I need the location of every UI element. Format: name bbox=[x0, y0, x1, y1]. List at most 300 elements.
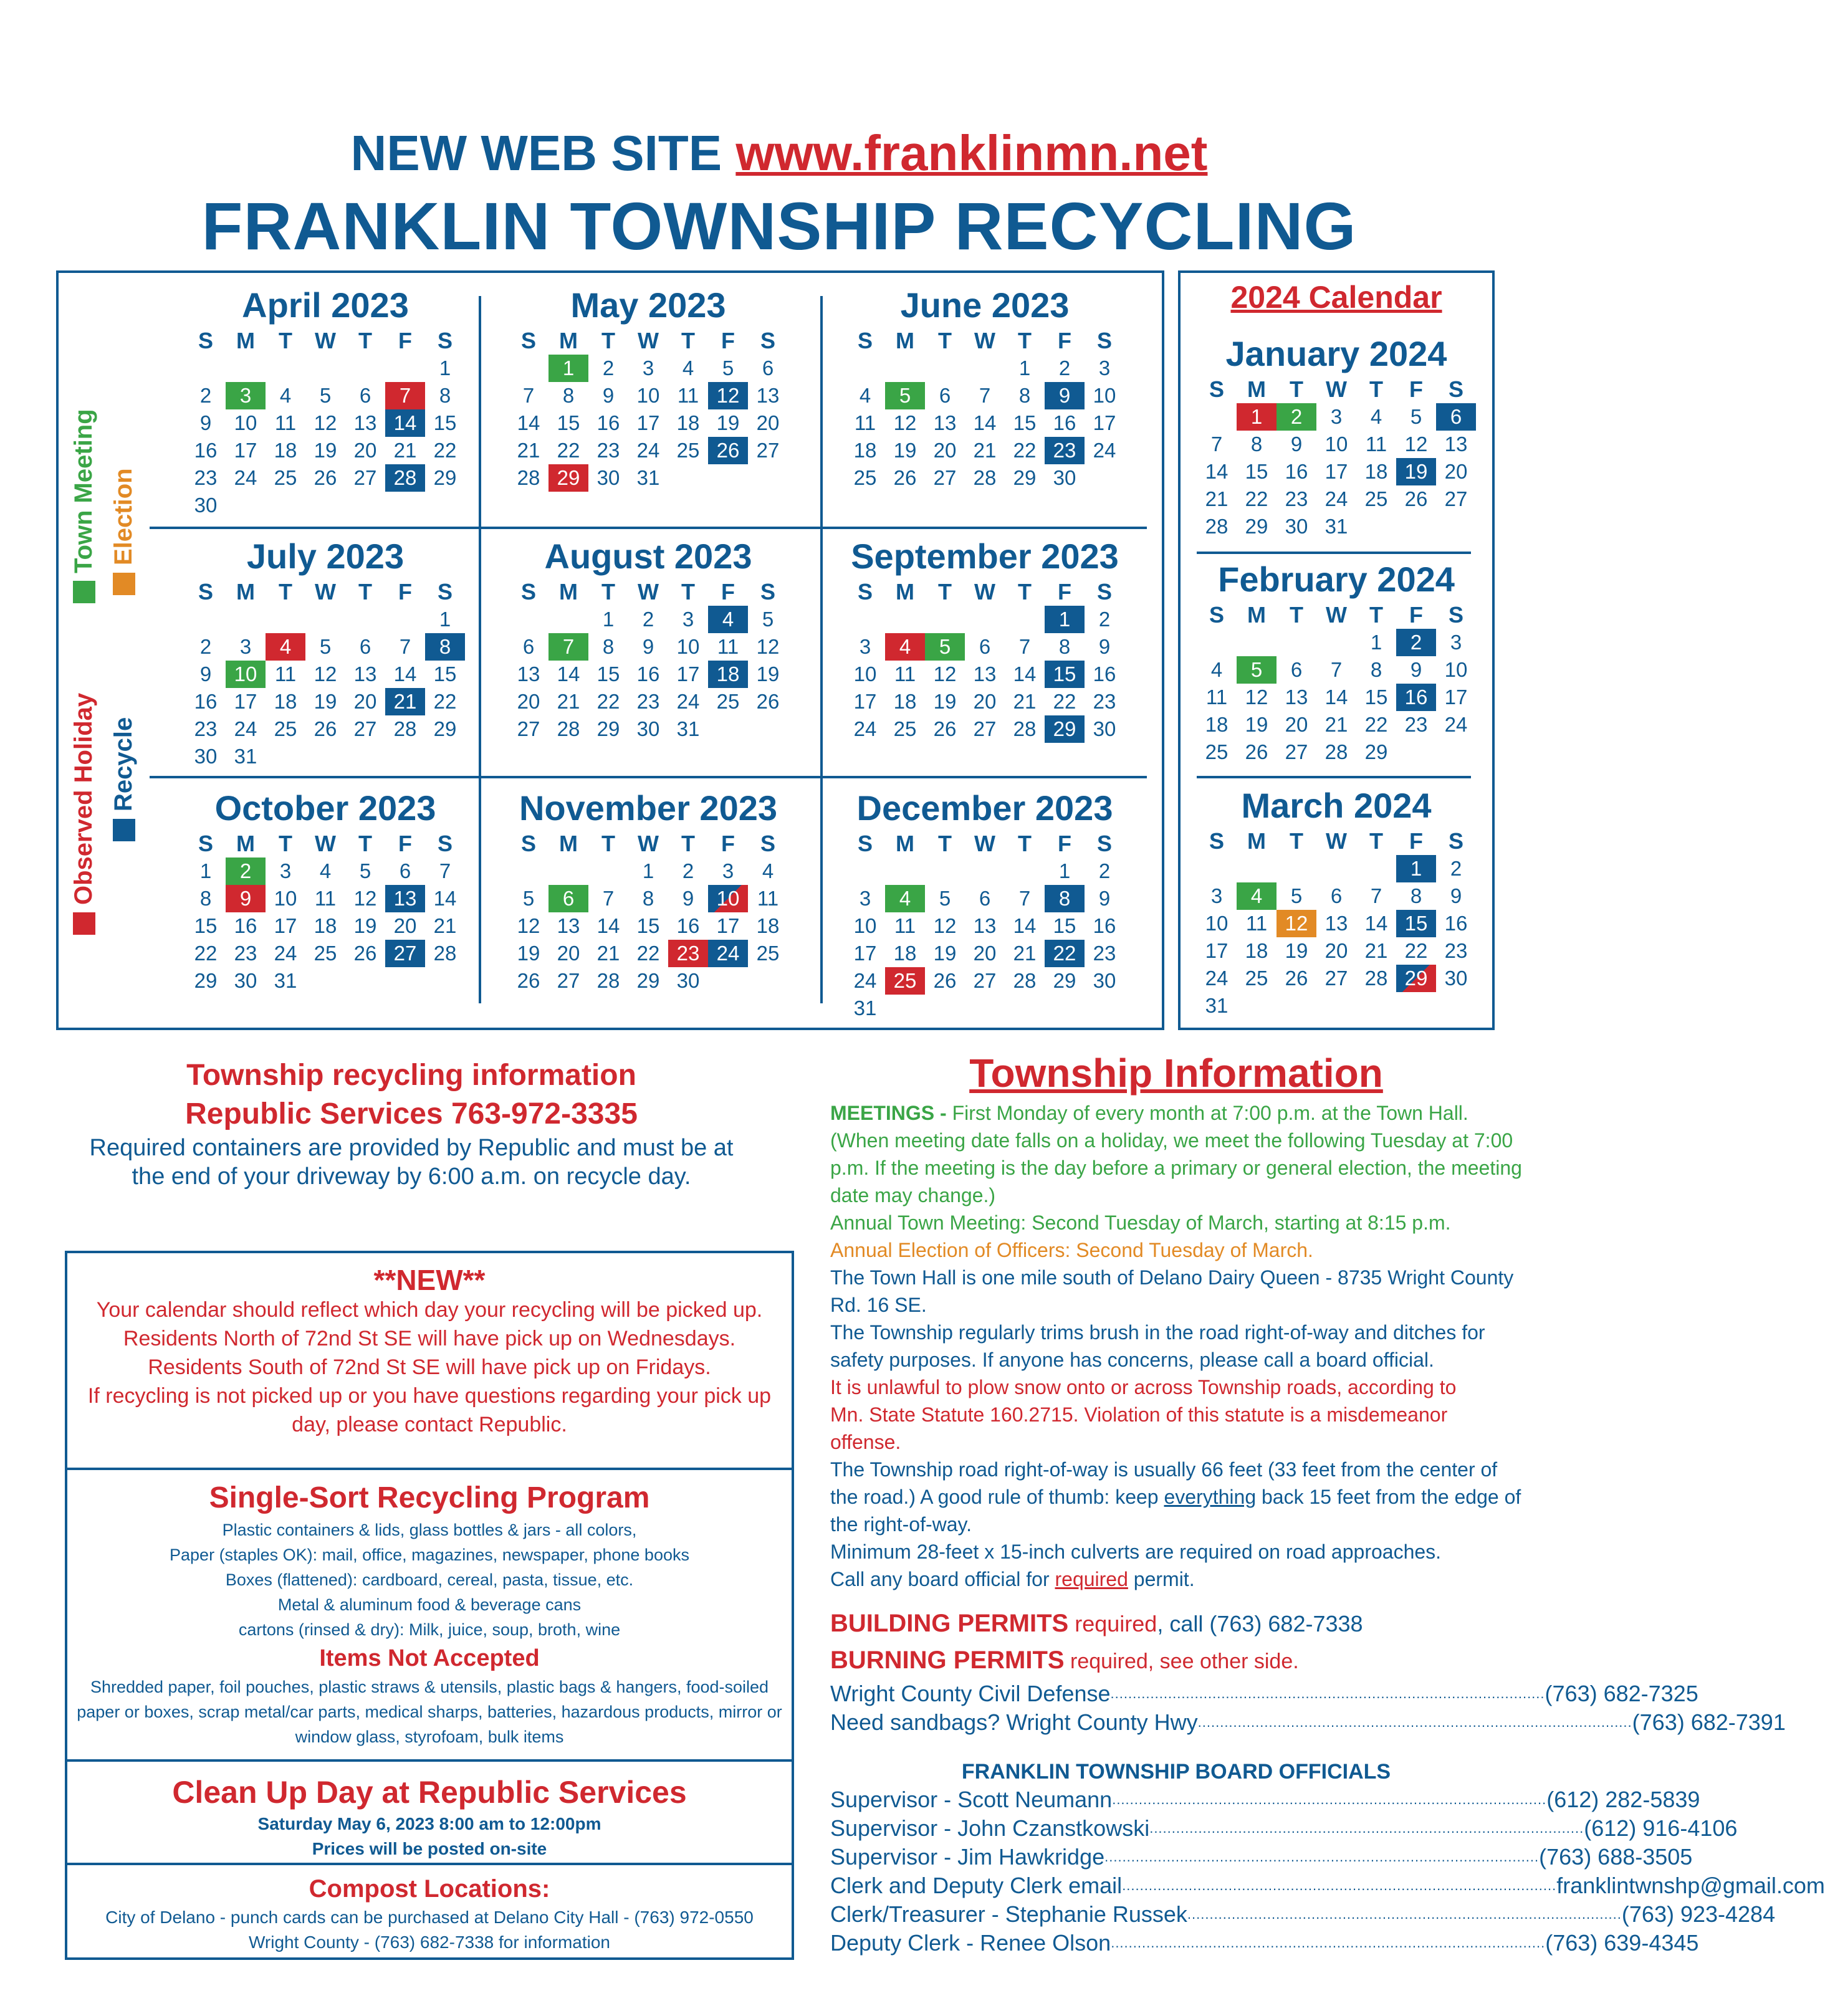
cleanup-date: Saturday May 6, 2023 8:00 am to 12:00pm bbox=[257, 1814, 601, 1833]
row-emphasis: everything bbox=[1164, 1486, 1257, 1508]
township-info bbox=[830, 1047, 1825, 1957]
calendar-day: 28 bbox=[1324, 740, 1348, 763]
calendar-day: 18 bbox=[756, 914, 780, 937]
month-title: July 2023 bbox=[246, 537, 405, 576]
official-phone: (612) 916-4106 bbox=[1584, 1815, 1738, 1841]
weekday-header: T bbox=[601, 831, 615, 856]
weekday-header: T bbox=[1018, 579, 1032, 604]
calendar-day: 9 bbox=[682, 887, 694, 910]
calendar-day: 24 bbox=[1093, 439, 1116, 462]
month-grid bbox=[509, 578, 788, 743]
calendar-day: 2 bbox=[199, 635, 212, 658]
calendar-day: 18 bbox=[893, 690, 917, 713]
calendar-empty bbox=[748, 464, 788, 492]
calendar-day: 23 bbox=[1444, 939, 1468, 962]
calendar-empty bbox=[385, 355, 425, 382]
calendar-day: 13 bbox=[933, 411, 957, 434]
calendar-day: 19 bbox=[933, 690, 957, 713]
calendar-day: 11 bbox=[757, 887, 779, 910]
weekday-header: M bbox=[236, 831, 255, 856]
month-grid bbox=[845, 830, 1124, 1022]
calendar-day: 21 bbox=[1013, 690, 1037, 713]
weekday-header: W bbox=[315, 328, 336, 353]
calendar-day: 11 bbox=[854, 411, 876, 434]
new-notice-line: Your calendar should reflect which day your recycling will be picked up. bbox=[96, 1298, 763, 1322]
calendar-day: 18 bbox=[1245, 939, 1268, 962]
weekday-header: W bbox=[638, 579, 659, 604]
weekday-header: S bbox=[857, 328, 873, 353]
legend-swatch bbox=[113, 819, 135, 841]
official-row bbox=[830, 1785, 1700, 1814]
weekday-header: W bbox=[1326, 376, 1347, 402]
calendar-day: 10 bbox=[1324, 432, 1348, 456]
calendar-day: 22 bbox=[433, 439, 457, 462]
single-sort-item: Paper (staples OK): mail, office, magazines, newspaper, phone books bbox=[170, 1545, 689, 1564]
calendar-day: 20 bbox=[933, 439, 957, 462]
calendar-day: 18 bbox=[1364, 460, 1388, 483]
calendar-empty bbox=[1237, 855, 1277, 882]
calendar-empty bbox=[345, 606, 385, 633]
right-of-way-info bbox=[830, 1456, 1522, 1538]
compost-line: City of Delano - punch cards can be purchased at Delano City Hall - (763) 972-0550 bbox=[105, 1908, 754, 1927]
legend-town-meeting bbox=[70, 409, 98, 603]
calendar-day: 10 bbox=[853, 662, 877, 686]
calendar-day: 27 bbox=[973, 717, 997, 740]
weekday-header: T bbox=[279, 831, 292, 856]
calendar-day: 27 bbox=[385, 940, 425, 967]
calendar-day: 1 bbox=[602, 608, 615, 631]
calendar-day: 14 bbox=[557, 662, 580, 686]
weekday-header: W bbox=[1326, 828, 1347, 854]
calendar-day: 17 bbox=[716, 914, 740, 937]
calendar-day: 31 bbox=[234, 745, 257, 768]
calendar-day: 22 bbox=[1404, 939, 1428, 962]
weekday-header: F bbox=[1409, 602, 1423, 628]
month-title: April 2023 bbox=[242, 285, 409, 325]
weekday-header: T bbox=[601, 328, 615, 353]
permit-required: required bbox=[1055, 1568, 1128, 1590]
calendar-empty bbox=[1436, 738, 1476, 766]
building-permits-required: required bbox=[1068, 1611, 1157, 1636]
permit-call-text: Call any board official for bbox=[830, 1568, 1055, 1590]
calendar-day: 28 bbox=[1013, 969, 1037, 992]
calendar-day: 25 bbox=[756, 942, 780, 965]
calendar-day: 31 bbox=[1324, 515, 1348, 538]
township-info-title: Township Information bbox=[969, 1051, 1383, 1096]
calendar-day: 7 bbox=[522, 384, 535, 407]
weekday-header: S bbox=[520, 831, 536, 856]
calendar-day: 22 bbox=[194, 942, 218, 965]
calendar-day: 6 bbox=[762, 356, 774, 380]
calendar-day: 28 bbox=[393, 717, 417, 740]
calendar-day: 1 bbox=[548, 355, 588, 382]
calendar-day: 13 bbox=[1444, 432, 1468, 456]
month-title: October 2023 bbox=[214, 788, 436, 828]
calendar-day: 23 bbox=[1045, 437, 1085, 464]
calendar-day: 7 bbox=[979, 384, 991, 407]
weekday-header: F bbox=[721, 328, 735, 353]
calendar-day: 12 bbox=[756, 635, 780, 658]
calendar-day: 16 bbox=[1093, 662, 1116, 686]
calendar-day: 8 bbox=[562, 384, 575, 407]
calendar-day: 30 bbox=[194, 494, 218, 517]
calendar-day: 21 bbox=[1205, 487, 1229, 510]
calendar-day: 14 bbox=[596, 914, 620, 937]
legend-swatch bbox=[73, 581, 95, 603]
month-grid bbox=[186, 578, 465, 770]
calendar-day: 15 bbox=[433, 411, 457, 434]
divider bbox=[150, 776, 1147, 778]
weekday-header: S bbox=[1096, 831, 1112, 856]
calendar-day: 5 bbox=[1410, 405, 1422, 428]
calendar-day: 2 bbox=[1098, 859, 1111, 882]
calendar-day: 27 bbox=[557, 969, 580, 992]
calendar-day: 30 bbox=[596, 466, 620, 489]
calendar-empty bbox=[885, 858, 925, 885]
calendar-empty bbox=[1237, 992, 1277, 1020]
calendar-empty bbox=[425, 967, 465, 995]
weekday-header: T bbox=[279, 579, 292, 604]
calendar-day: 8 bbox=[1018, 384, 1031, 407]
calendar-empty bbox=[668, 464, 708, 492]
calendar-day: 22 bbox=[1245, 487, 1268, 510]
legend-label: Observed Holiday bbox=[70, 692, 97, 905]
calendar-day: 4 bbox=[1370, 405, 1382, 428]
calendar-empty bbox=[305, 743, 345, 770]
calendar-empty bbox=[1085, 464, 1124, 492]
calendar-day: 24 bbox=[1324, 487, 1348, 510]
permit-call-text: permit. bbox=[1128, 1568, 1195, 1590]
calendar-day: 15 bbox=[557, 411, 580, 434]
official-email[interactable]: franklintwnshp@gmail.com bbox=[1556, 1873, 1825, 1898]
single-sort-item: Plastic containers & lids, glass bottles & jars - all colors, bbox=[222, 1521, 637, 1539]
dot-leader: .................................................................................................. bbox=[1111, 1935, 1546, 1951]
official-phone: (763) 923-4284 bbox=[1621, 1901, 1776, 1927]
weekday-header: W bbox=[974, 328, 995, 353]
calendar-day: 26 bbox=[893, 466, 917, 489]
calendar-day: 11 bbox=[274, 662, 297, 686]
calendar-day: 1 bbox=[1018, 356, 1031, 380]
calendar-day: 17 bbox=[1444, 686, 1468, 709]
calendar-empty bbox=[965, 995, 1005, 1022]
calendar-day: 9 bbox=[1290, 432, 1303, 456]
weekday-header: S bbox=[857, 579, 873, 604]
containers-note: Required containers are provided by Republic and must be at the end of your driveway by 6:00 a.m. on recycle day. bbox=[89, 1135, 734, 1190]
calendar-day: 6 bbox=[359, 384, 371, 407]
calendar-empty bbox=[1277, 992, 1316, 1020]
calendar-day: 2 bbox=[1450, 857, 1462, 880]
calendar-day: 12 bbox=[314, 411, 337, 434]
weekday-header: F bbox=[398, 579, 412, 604]
calendar-day: 19 bbox=[314, 439, 337, 462]
new-notice-title: **NEW** bbox=[373, 1264, 486, 1296]
calendar-day: 25 bbox=[274, 466, 297, 489]
calendar-day: 3 bbox=[1450, 631, 1462, 654]
calendar-day: 2 bbox=[199, 384, 212, 407]
row-text: back 15 feet from the edge of the right-of-way. bbox=[830, 1486, 1521, 1536]
calendar-day: 5 bbox=[885, 382, 925, 409]
calendar-day: 8 bbox=[642, 887, 654, 910]
calendar-empty bbox=[226, 355, 266, 382]
calendar-day: 27 bbox=[1285, 740, 1308, 763]
calendar-day: 22 bbox=[1045, 940, 1085, 967]
calendar-day: 5 bbox=[1290, 884, 1303, 907]
calendar-empty bbox=[1045, 995, 1085, 1022]
calendar-day: 30 bbox=[1444, 967, 1468, 990]
calendar-day: 16 bbox=[194, 439, 218, 462]
calendar-empty bbox=[885, 606, 925, 633]
calendar-day: 19 bbox=[517, 942, 540, 965]
weekday-header: T bbox=[1290, 376, 1303, 402]
calendar-day: 3 bbox=[226, 382, 266, 409]
cleanup-box bbox=[65, 1759, 794, 1865]
calendar-day: 15 bbox=[1396, 910, 1436, 937]
calendar-day: 24 bbox=[853, 969, 877, 992]
calendar-empty bbox=[226, 606, 266, 633]
calendar-day: 23 bbox=[668, 940, 708, 967]
month-calendar bbox=[829, 284, 1141, 492]
calendar-empty bbox=[548, 858, 588, 885]
calendar-day: 26 bbox=[314, 466, 337, 489]
calendar-day: 4 bbox=[682, 356, 694, 380]
weekday-header: T bbox=[1369, 828, 1383, 854]
weekday-header: T bbox=[681, 328, 695, 353]
official-row bbox=[830, 1929, 1699, 1957]
calendar-day: 17 bbox=[274, 914, 297, 937]
weekday-header: S bbox=[198, 831, 213, 856]
calendar-day: 6 bbox=[522, 635, 535, 658]
building-permits bbox=[830, 1605, 1522, 1642]
calendar-day: 13 bbox=[353, 662, 377, 686]
calendar-day: 23 bbox=[1404, 713, 1428, 736]
calendar-day: 20 bbox=[1324, 939, 1348, 962]
calendar-day: 25 bbox=[885, 967, 925, 995]
calendar-day: 12 bbox=[1277, 910, 1316, 937]
weekday-header: F bbox=[1409, 828, 1423, 854]
calendar-day: 21 bbox=[1364, 939, 1388, 962]
calendar-day: 4 bbox=[762, 859, 774, 882]
cleanup-title: Clean Up Day at Republic Services bbox=[172, 1775, 687, 1810]
calendar-empty bbox=[186, 355, 226, 382]
weekday-header: T bbox=[1018, 831, 1032, 856]
calendar-empty bbox=[1316, 855, 1356, 882]
official-label: Supervisor - Scott Neumann bbox=[830, 1787, 1113, 1812]
calendar-day: 2 bbox=[1396, 629, 1436, 656]
burning-permits-label: BURNING PERMITS bbox=[830, 1646, 1065, 1674]
weekday-header: W bbox=[638, 831, 659, 856]
burning-permits bbox=[830, 1642, 1522, 1679]
calendar-day: 9 bbox=[1410, 658, 1422, 681]
calendar-empty bbox=[385, 743, 425, 770]
weekday-header: W bbox=[974, 579, 995, 604]
calendar-day: 13 bbox=[1285, 686, 1308, 709]
calendar-day: 30 bbox=[1093, 969, 1116, 992]
calendar-day: 11 bbox=[1205, 686, 1228, 709]
calendar-day: 9 bbox=[602, 384, 615, 407]
calendar-day: 27 bbox=[1324, 967, 1348, 990]
calendar-empty bbox=[1197, 403, 1237, 431]
legend-recycle bbox=[110, 717, 138, 841]
dot-leader: .................................................................................................. bbox=[1104, 1849, 1540, 1865]
weekday-header: T bbox=[1290, 602, 1303, 628]
dot-leader: .................................................................................................. bbox=[1112, 1792, 1547, 1807]
calendar-day: 19 bbox=[1285, 939, 1308, 962]
calendar-day: 26 bbox=[933, 717, 957, 740]
calendar-day: 29 bbox=[1364, 740, 1388, 763]
divider bbox=[1197, 552, 1471, 554]
calendar-day: 11 bbox=[717, 635, 739, 658]
calendar-day: 19 bbox=[933, 942, 957, 965]
calendar-empty bbox=[845, 355, 885, 382]
calendar-day: 16 bbox=[636, 662, 660, 686]
calendar-day: 15 bbox=[1045, 661, 1085, 688]
month-grid bbox=[845, 578, 1124, 743]
month-grid bbox=[845, 327, 1124, 492]
calendar-day: 7 bbox=[399, 635, 411, 658]
calendar-day: 14 bbox=[1324, 686, 1348, 709]
calendar-day: 5 bbox=[939, 887, 951, 910]
calendar-day: 17 bbox=[636, 411, 660, 434]
website-heading bbox=[0, 125, 1558, 182]
calendar-day: 17 bbox=[1324, 460, 1348, 483]
calendar-empty bbox=[845, 606, 885, 633]
calendar-day: 12 bbox=[353, 887, 377, 910]
calendar-day: 30 bbox=[1053, 466, 1076, 489]
calendar-day: 24 bbox=[234, 717, 257, 740]
divider bbox=[820, 296, 823, 1003]
calendar-day: 4 bbox=[885, 633, 925, 661]
calendar-empty bbox=[305, 967, 345, 995]
weekday-header: S bbox=[760, 328, 775, 353]
calendar-day: 29 bbox=[548, 464, 588, 492]
calendar-day: 5 bbox=[522, 887, 535, 910]
calendar-day: 4 bbox=[319, 859, 332, 882]
weekday-header: T bbox=[1018, 328, 1032, 353]
snow-notice: It is unlawful to plow snow onto or across Township roads, according to Mn. State Statute 160.2715. Violation of this statute is a misdemeanor offense. bbox=[830, 1376, 1457, 1453]
official-row bbox=[830, 1871, 1825, 1900]
weekday-header: S bbox=[520, 579, 536, 604]
calendar-day: 21 bbox=[433, 914, 457, 937]
calendar-day: 25 bbox=[1245, 967, 1268, 990]
calendar-empty bbox=[266, 355, 305, 382]
annual-meeting: Annual Town Meeting: Second Tuesday of March, starting at 8:15 p.m. bbox=[830, 1211, 1451, 1234]
calendar-day: 14 bbox=[1013, 662, 1037, 686]
calendar-day: 27 bbox=[933, 466, 957, 489]
calendar-day: 12 bbox=[517, 914, 540, 937]
calendar-day: 13 bbox=[1324, 912, 1348, 935]
calendar-day: 20 bbox=[557, 942, 580, 965]
single-sort-item: cartons (rinsed & dry): Milk, juice, soup, broth, wine bbox=[238, 1620, 621, 1639]
calendar-day: 10 bbox=[1093, 384, 1116, 407]
calendar-day: 6 bbox=[359, 635, 371, 658]
calendar-empty bbox=[345, 967, 385, 995]
weekday-header: T bbox=[1290, 828, 1303, 854]
calendar-day: 24 bbox=[636, 439, 660, 462]
calendar-day: 25 bbox=[893, 717, 917, 740]
calendar-day: 29 bbox=[1013, 466, 1037, 489]
calendar-day: 17 bbox=[853, 690, 877, 713]
calendar-day: 11 bbox=[894, 914, 916, 937]
calendar-day: 20 bbox=[393, 914, 417, 937]
calendar-day: 16 bbox=[1396, 684, 1436, 711]
calendar-day: 16 bbox=[1285, 460, 1308, 483]
calendar-day: 29 bbox=[1396, 965, 1436, 992]
calendar-empty bbox=[925, 858, 965, 885]
calendar-day: 26 bbox=[1404, 487, 1428, 510]
calendar-empty bbox=[965, 355, 1005, 382]
burning-permits-required: required bbox=[1064, 1650, 1148, 1673]
calendar-day: 1 bbox=[439, 608, 451, 631]
calendar-day: 29 bbox=[433, 717, 457, 740]
calendar-empty bbox=[1316, 629, 1356, 656]
weekday-header: F bbox=[398, 831, 412, 856]
weekday-header: T bbox=[681, 831, 695, 856]
calendar-day: 15 bbox=[1364, 686, 1388, 709]
calendar-day: 17 bbox=[1093, 411, 1116, 434]
calendar-day: 26 bbox=[517, 969, 540, 992]
calendar-empty bbox=[305, 492, 345, 519]
weekday-header: S bbox=[1096, 579, 1112, 604]
calendar-day: 14 bbox=[973, 411, 997, 434]
calendar-day: 10 bbox=[676, 635, 700, 658]
calendar-day: 27 bbox=[353, 466, 377, 489]
calendar-day: 13 bbox=[973, 662, 997, 686]
calendar-day: 22 bbox=[596, 690, 620, 713]
calendar-day: 16 bbox=[234, 914, 257, 937]
calendar-day: 20 bbox=[353, 439, 377, 462]
calendar-day: 25 bbox=[274, 717, 297, 740]
contact-row bbox=[830, 1679, 1698, 1708]
weekday-header: T bbox=[681, 579, 695, 604]
calendar-day: 28 bbox=[385, 464, 425, 492]
contact-phone: (763) 682-7391 bbox=[1632, 1709, 1786, 1735]
building-permits-phone: , call (763) 682-7338 bbox=[1157, 1611, 1363, 1636]
month-calendar bbox=[1181, 332, 1492, 540]
calendar-day: 8 bbox=[199, 887, 212, 910]
dot-leader: .................................................................................................. bbox=[1149, 1820, 1584, 1836]
calendar-day: 3 bbox=[642, 356, 654, 380]
calendar-day: 14 bbox=[433, 887, 457, 910]
calendar-day: 25 bbox=[676, 439, 700, 462]
recycling-info bbox=[37, 1056, 785, 1191]
calendar-day: 18 bbox=[708, 661, 748, 688]
calendar-day: 21 bbox=[393, 439, 417, 462]
calendar-day: 12 bbox=[893, 411, 917, 434]
calendar-day: 27 bbox=[1444, 487, 1468, 510]
calendar-day: 20 bbox=[973, 690, 997, 713]
calendar-day: 19 bbox=[353, 914, 377, 937]
calendar-day: 15 bbox=[636, 914, 660, 937]
month-grid bbox=[1197, 376, 1476, 540]
calendar-day: 8 bbox=[1410, 884, 1422, 907]
weekday-header: M bbox=[1247, 828, 1266, 854]
calendar-empty bbox=[1396, 738, 1436, 766]
calendar-day: 15 bbox=[194, 914, 218, 937]
weekday-header: S bbox=[1448, 828, 1463, 854]
divider bbox=[1197, 776, 1471, 778]
calendar-day: 27 bbox=[517, 717, 540, 740]
calendar-empty bbox=[305, 355, 345, 382]
calendar-day: 5 bbox=[722, 356, 734, 380]
calendar-day: 13 bbox=[557, 914, 580, 937]
calendar-day: 26 bbox=[933, 969, 957, 992]
calendar-day: 11 bbox=[314, 887, 337, 910]
weekday-header: T bbox=[1369, 602, 1383, 628]
weekday-header: T bbox=[358, 328, 372, 353]
calendar-day: 18 bbox=[893, 942, 917, 965]
calendar-day: 6 bbox=[548, 885, 588, 912]
website-link[interactable]: www.franklinmn.net bbox=[735, 125, 1208, 181]
